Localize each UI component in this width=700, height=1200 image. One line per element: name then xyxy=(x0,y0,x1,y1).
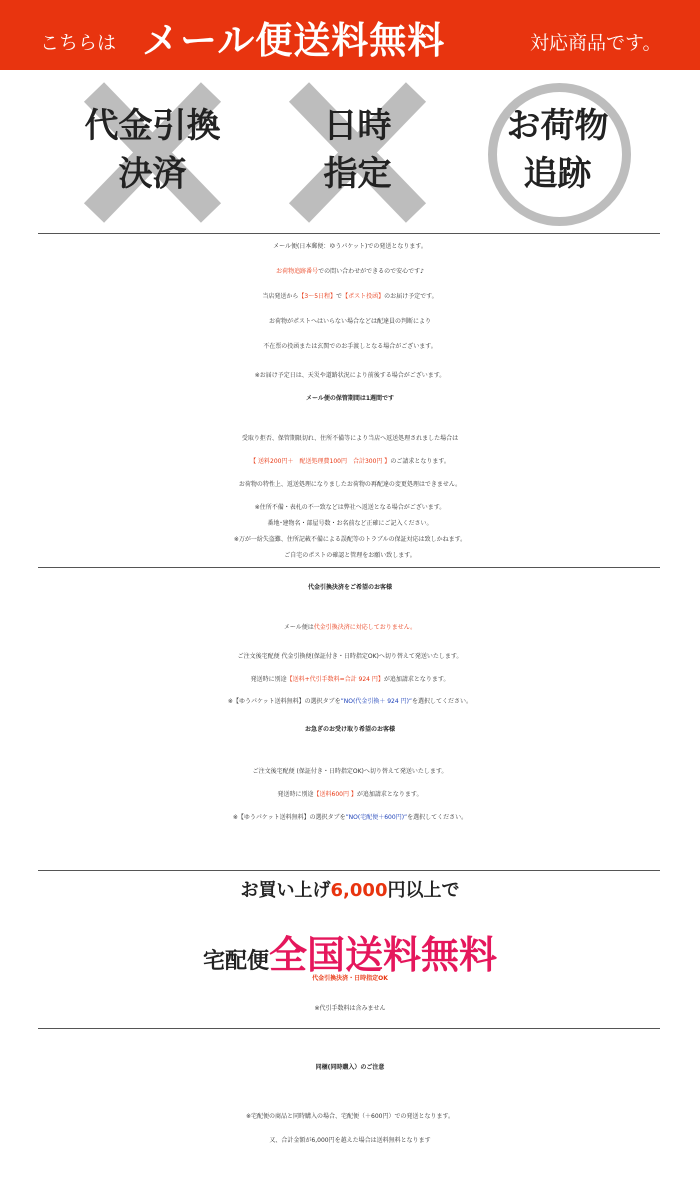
storage-line2-rest: のご請求となります。 xyxy=(390,458,450,465)
promo-line1 xyxy=(0,876,700,902)
urgent-fee-highlight: 【送料600円 】 xyxy=(313,791,357,798)
promo-amount: 6,000 xyxy=(330,880,388,901)
icon-label xyxy=(285,102,430,198)
return-fee-highlight: 【 送料200円＋ 配送処理費100円 合計300円 】 xyxy=(250,458,391,465)
header-banner xyxy=(0,0,700,70)
bundle-line2: 又、合計金額が6,000円を越えた場合は送料無料となります xyxy=(269,1137,431,1144)
mail-line1: メール便(日本郵便：ゆうパケット)での発送となります。 xyxy=(273,243,427,250)
urgent-line3-c: を選択してください。 xyxy=(407,814,468,821)
urgent-line2 xyxy=(0,789,700,798)
promo-takuhai: 宅配便 xyxy=(202,949,269,974)
promo-line1-c: 円以上で xyxy=(387,880,460,901)
mail-line2-rest: での問い合わせができるので安心です♪ xyxy=(318,268,424,275)
divider xyxy=(38,567,660,568)
banner-suffix: 対応商品です。 xyxy=(530,32,662,54)
mail-line3 xyxy=(0,291,700,300)
cod-line2: ご注文後宅配便 代金引換便(保証付き・日時指定OK)へ切り替えて発送いたします。 xyxy=(237,653,463,660)
banner-title: メール便送料無料 xyxy=(142,19,446,62)
icon-label-line1: 日時 xyxy=(323,106,392,146)
urgent-line3-a: ※【ゆうパケット送料無料】の選択タブを xyxy=(232,814,346,821)
storage-title: メール便の保管期間は1週間です xyxy=(305,395,395,402)
service-icons xyxy=(0,80,700,225)
bundle-line1: ※宅配便の商品と同時購入の場合、宅配便（＋600円）での発送となります。 xyxy=(245,1113,454,1120)
urgent-line2-a: 発送時に別途 xyxy=(277,791,314,798)
storage-note1: ※住所不備・表札の不一致などは弊社へ返送となる場合がございます。 xyxy=(254,504,446,511)
icon-label xyxy=(485,102,630,198)
mail-line3-c: で xyxy=(336,293,343,300)
cod-not-supported-highlight: 代金引換決済に対応しておりません。 xyxy=(313,624,417,631)
promo-line2 xyxy=(0,924,700,979)
storage-line2 xyxy=(0,456,700,465)
cod-unavailable-icon xyxy=(80,80,225,225)
mail-line3-a: 当店発送から xyxy=(262,293,299,300)
urgent-line1: ご注文後宅配便 (保証付き・日時指定OK)へ切り替えて発送いたします。 xyxy=(252,768,448,775)
cod-line3-a: 発送時に別途 xyxy=(250,676,287,683)
icon-label-line2: 決済 xyxy=(118,154,187,194)
mail-line2 xyxy=(0,266,700,275)
banner-prefix: こちらは xyxy=(40,32,117,54)
mail-note: ※お届け予定日は、天災や道路状況により前後する場合がございます。 xyxy=(254,372,446,379)
post-delivery-highlight: 【ポスト投函】 xyxy=(342,293,385,300)
cod-line4-c: を選択してください。 xyxy=(412,698,473,705)
promo-note: ※代引手数料は含みません xyxy=(314,1005,386,1012)
icon-label-line2: 指定 xyxy=(323,154,392,194)
icon-label xyxy=(80,102,225,198)
icon-label-line1: お荷物 xyxy=(506,106,609,146)
urgent-option-highlight: ”NO(宅配便＋600円)” xyxy=(345,814,408,821)
cod-line4 xyxy=(0,696,700,705)
storage-line1: 受取り拒否、保管期限切れ、住所不備等により当店へ返送処理されました場合は xyxy=(241,435,459,442)
bundle-title: 同梱(同時購入）のご注意 xyxy=(315,1064,385,1071)
cod-fee-highlight: 【送料+代引手数料=合計 924 円】 xyxy=(286,676,384,683)
divider xyxy=(38,233,660,234)
urgent-line3 xyxy=(0,812,700,821)
cod-title: 代金引換決済をご希望のお客様 xyxy=(307,584,392,591)
cod-line4-a: ※【ゆうパケット送料無料】の選択タブを xyxy=(227,698,341,705)
icon-label-line1: 代金引換 xyxy=(84,106,221,146)
urgent-title: お急ぎのお受け取り希望のお客様 xyxy=(304,726,395,733)
mail-line3-e: のお届け予定です。 xyxy=(384,293,438,300)
divider xyxy=(38,870,660,871)
cod-line1 xyxy=(0,622,700,631)
cod-option-highlight: ”NO(代金引換＋ 924 円)” xyxy=(340,698,413,705)
tracking-available-icon xyxy=(485,80,630,225)
tracking-number-highlight: お荷物追跡番号 xyxy=(276,268,319,275)
storage-line3: お荷物の特性上、返送処理になりましたお荷物の再配達の変更処理はできません。 xyxy=(238,481,462,488)
mail-line5: 不在票の投函または玄関でのお手渡しとなる場合がございます。 xyxy=(263,343,437,350)
mail-line4: お荷物がポストへはいらない場合などは配達員の判断により xyxy=(268,318,431,325)
promo-line1-a: お買い上げ xyxy=(240,880,331,901)
divider xyxy=(38,1028,660,1029)
cod-line3-c: が追加請求となります。 xyxy=(383,676,450,683)
storage-note4: ご自宅のポストの確認と管理をお願い致します。 xyxy=(284,552,416,559)
delivery-days-highlight: 【3〜5日程】 xyxy=(298,293,337,300)
cod-line1-a: メール便は xyxy=(283,624,314,631)
storage-note2: 番地･建物名・部屋号数・お名前など正確にご記入ください。 xyxy=(267,520,433,527)
urgent-line2-c: が追加請求となります。 xyxy=(356,791,423,798)
icon-label-line2: 追跡 xyxy=(523,154,592,194)
storage-note3: ※万が一紛失盗難、住所記載不備による誤配等のトラブルの保証対応は致しかねます。 xyxy=(233,536,467,543)
date-unavailable-icon xyxy=(285,80,430,225)
promo-free-shipping: 全国送料無料 xyxy=(269,933,498,977)
cod-line3 xyxy=(0,674,700,683)
promo-line3: 代金引換決済・日時指定OK xyxy=(312,975,388,982)
